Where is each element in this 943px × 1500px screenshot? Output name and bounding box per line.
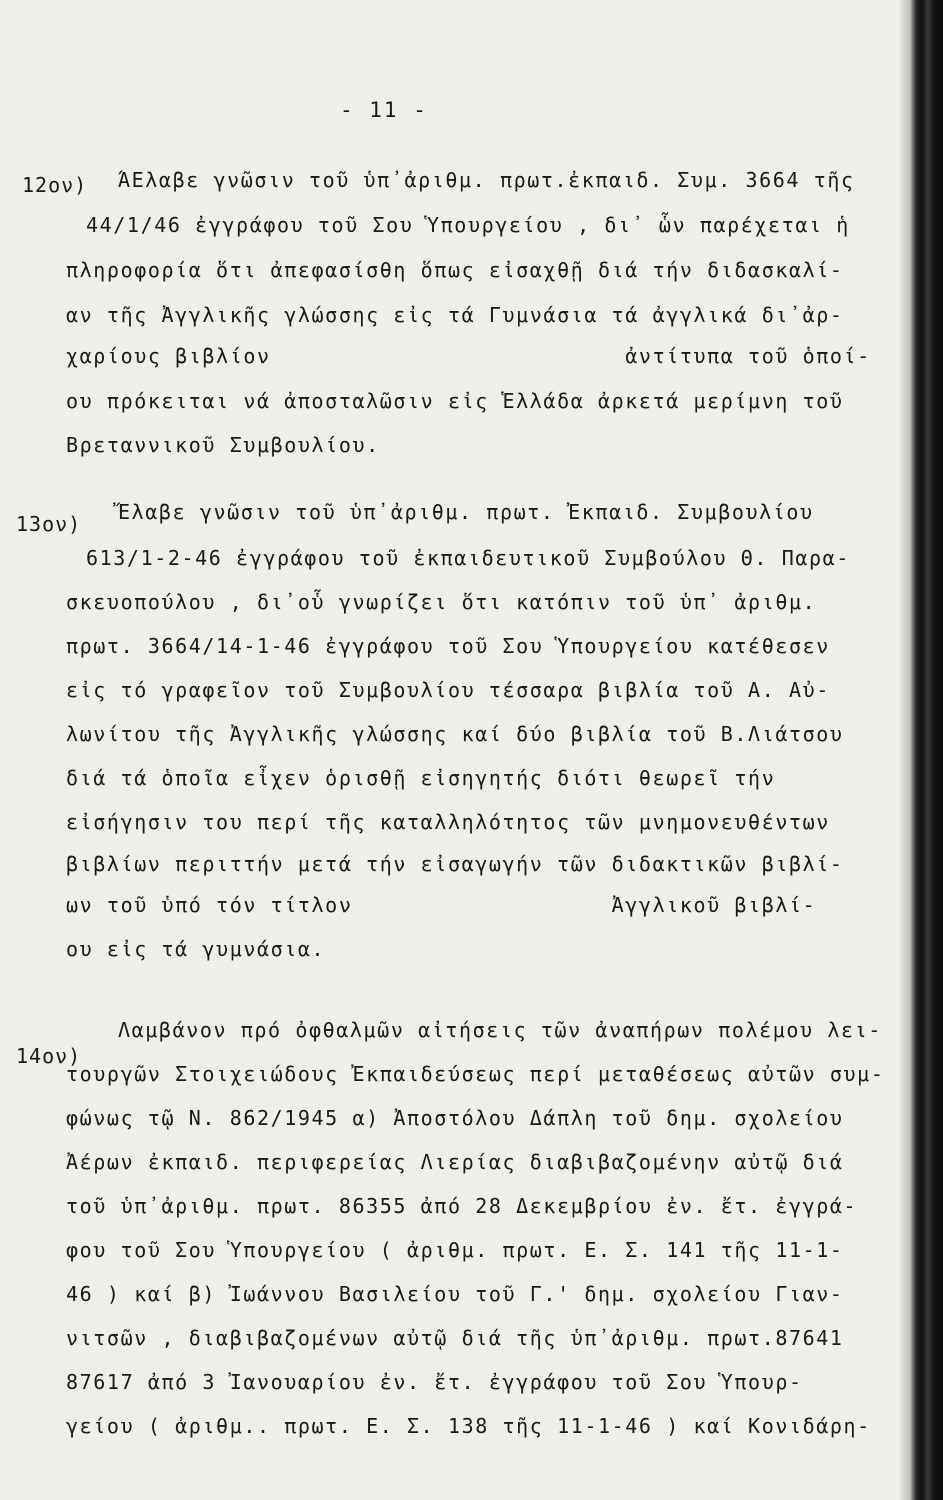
entry-12-line: πληροφορία ὅτι ἀπεφασίσθη ὅπως εἰσαχθῇ διά τήν διδασκαλί- (66, 258, 844, 282)
entry-13-line: πρωτ. 3664/14-1-46 ἐγγράφου τοῦ Σου Ὑπουργείου κατέθεσεν (66, 634, 830, 658)
entry-12-line: ΆΕλαβε γνῶσιν τοῦ ὑπ᾿ἀριθμ. πρωτ.ἐκπαιδ. Συμ. 3664 τῆς (118, 168, 855, 192)
entry-13-line: σκευοπούλου , δι᾿οὗ γνωρίζει ὅτι κατόπιν τοῦ ὑπ᾿ ἀριθμ. (66, 590, 817, 614)
entry-13-line: βιβλίων περιττήν μετά τήν εἰσαγωγήν τῶν διδακτικῶν βιβλί- (66, 852, 844, 876)
entry-12-line: αν τῆς Ἀγγλικῆς γλώσσης εἰς τά Γυμνάσια τά ἀγγλικά δι᾿ἀρ- (66, 303, 844, 327)
entry-14-line: 87617 ἀπό 3 Ἰανουαρίου ἐν. ἔτ. ἐγγράφου τοῦ Σου Ὑπουρ- (66, 1370, 803, 1394)
entry-14-line: φου τοῦ Σου Ὑπουργείου ( ἀριθμ. πρωτ. Ε. Σ. 141 τῆς 11-1- (66, 1238, 844, 1262)
entry-13-line: ου εἰς τά γυμνάσια. (66, 937, 326, 961)
entry-13-line: διά τά ὁποῖα εἶχεν ὁρισθῇ εἰσηγητής διότι θεωρεῖ τήν (66, 766, 776, 790)
entry-14-line: τοῦ ὑπ᾿ἀριθμ. πρωτ. 86355 ἀπό 28 Δεκεμβρίου ἐν. ἔτ. ἐγγρά- (66, 1194, 858, 1218)
entry-13-line: ων τοῦ ὑπό τόν τίτλον Ἀγγλικοῦ βιβλί- (66, 893, 817, 917)
entry-13-line: λωνίτου τῆς Ἀγγλικῆς γλώσσης καί δύο βιβλία τοῦ Β.Λιάτσου (66, 722, 844, 746)
entry-12-line: Βρεταννικοῦ Συμβουλίου. (66, 433, 380, 457)
entry-14-line: φώνως τῷ Ν. 862/1945 α) Ἀποστόλου Δάπλη τοῦ δημ. σχολείου (66, 1106, 844, 1130)
entry-13-line: εἰσήγησιν του περί τῆς καταλληλότητος τῶν μνημονευθέντων (66, 810, 830, 834)
page-binding-edge (900, 0, 943, 1500)
entry-12-line: ου πρόκειται νά ἀποσταλῶσιν εἰς Ἑλλάδα ἀρκετά μερίμνη τοῦ (66, 389, 844, 413)
entry-12-line: χαρίους βιβλίον ἀντίτυπα τοῦ ὁποί- (66, 344, 871, 368)
entry-12-line: 44/1/46 ἐγγράφου τοῦ Σου Ὑπουργείου , δι᾿ ὧν παρέχεται ἡ (86, 213, 850, 237)
entry-13-line: Ἔλαβε γνῶσιν τοῦ ὑπ᾿ἀριθμ. πρωτ. Ἐκπαιδ. Συμβουλίου (118, 500, 814, 524)
entry-14-line: Λαμβάνον πρό ὀφθαλμῶν αἰτήσεις τῶν ἀναπήρων πολέμου λει- (118, 1018, 882, 1042)
entry-14-line: Ἀέρων ἐκπαιδ. περιφερείας Λιερίας διαβιβαζομένην αὐτῷ διά (66, 1150, 844, 1174)
entry-label-12: 12ον) (22, 173, 88, 197)
entry-14-line: 46 ) καί β) Ἰωάννου Βασιλείου τοῦ Γ.' δημ. σχολείου Γιαν- (66, 1282, 844, 1306)
entry-13-line: 613/1-2-46 ἐγγράφου τοῦ ἐκπαιδευτικοῦ Συμβούλου Θ. Παρα- (86, 546, 850, 570)
entry-14-line: νιτσῶν , διαβιβαζομένων αὐτῷ διά τῆς ὑπ᾿ἀριθμ. πρωτ.87641 (66, 1326, 844, 1350)
entry-13-line: εἰς τό γραφεῖον τοῦ Συμβουλίου τέσσαρα βιβλία τοῦ Α. Αὐ- (66, 678, 830, 702)
entry-label-14: 14ον) (16, 1044, 82, 1068)
entry-14-line: γείου ( ἀριθμ.. πρωτ. Ε. Σ. 138 τῆς 11-1-46 ) καί Κονιδάρη- (66, 1414, 871, 1438)
page-number: - 11 - (340, 98, 428, 122)
entry-label-13: 13ον) (16, 512, 82, 536)
entry-14-line: τουργῶν Στοιχειώδους Ἐκπαιδεύσεως περί μεταθέσεως αὐτῶν συμ- (66, 1062, 885, 1086)
